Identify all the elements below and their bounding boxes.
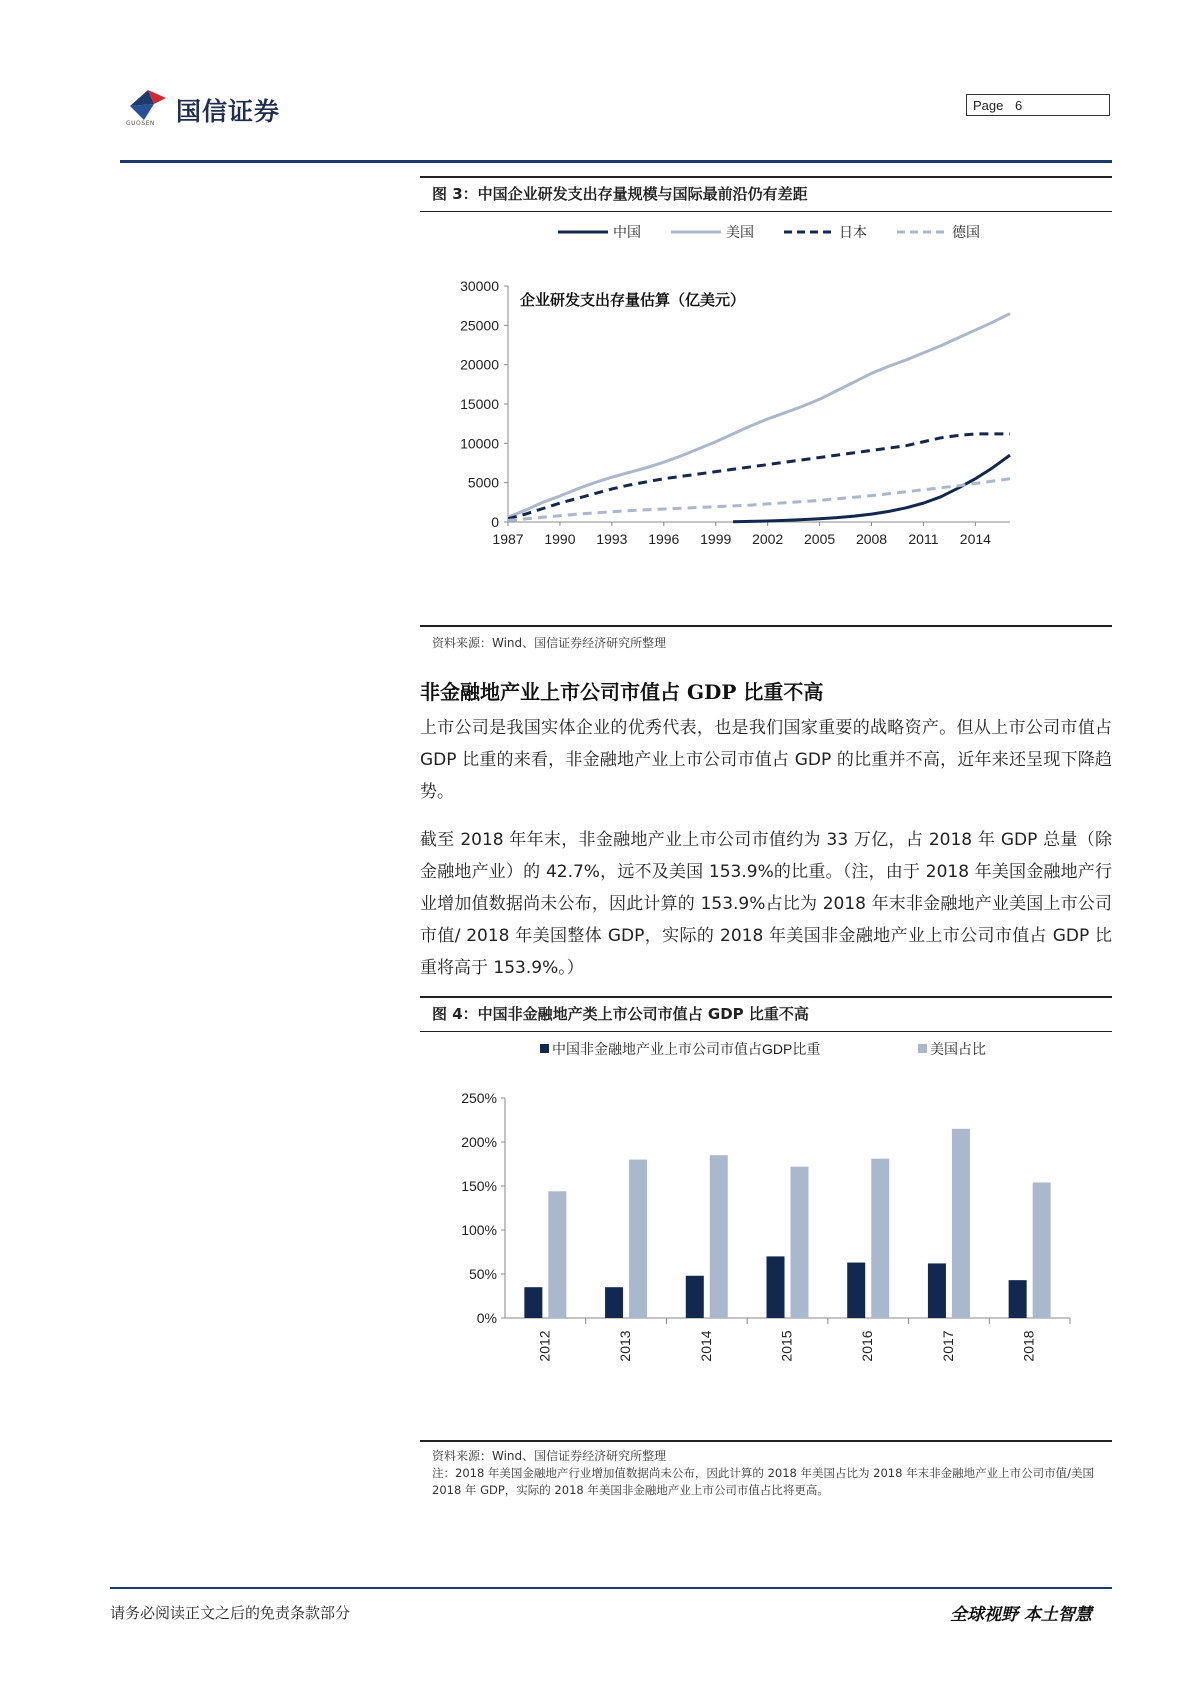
legend-label: 中国 bbox=[613, 224, 641, 240]
figure3-title: 图 3：中国企业研发支出存量规模与国际最前沿仍有差距 bbox=[420, 176, 1112, 212]
bar-china-2013 bbox=[605, 1287, 623, 1318]
chart1-x-tick-label: 1987 bbox=[492, 531, 524, 547]
chart2-y-tick-label: 150% bbox=[461, 1178, 497, 1194]
chart1-y-tick-label: 15000 bbox=[460, 396, 499, 412]
paragraph-2: 截至 2018 年年末，非金融地产业上市公司市值约为 33 万亿，占 2018 年 GDP 总量（除金融地产业）的 42.7%，远不及美国 153.9%的比重。（注，由于 2018 年美国金融地产行业增加值数据尚未公布，因此计算的 153.9%占比为 2018 年末非金融地产业美国上市公司市值/ 2018 年美国整体 GDP，实际的 2018 年美国非金融地产业上市公司市值占 GDP 比重将高于 153.9%。） bbox=[420, 830, 1112, 978]
bar-china-2015 bbox=[767, 1256, 785, 1318]
series-line-1 bbox=[508, 314, 1010, 518]
legend-item-1 bbox=[918, 1041, 986, 1057]
legend-label: 德国 bbox=[952, 224, 980, 240]
bar-us-2014 bbox=[710, 1155, 728, 1318]
figure4-bottom-rule bbox=[420, 1440, 1112, 1442]
chart2-y-tick-label: 100% bbox=[461, 1222, 497, 1238]
footer-rule bbox=[110, 1587, 1112, 1589]
chart2-legend bbox=[540, 1041, 986, 1057]
bar-us-2012 bbox=[548, 1191, 566, 1318]
bar-china-2016 bbox=[847, 1263, 865, 1318]
header-rule bbox=[120, 160, 1112, 163]
chart2-x-tick-label: 2014 bbox=[697, 1330, 714, 1362]
chart1-y-tick-label: 10000 bbox=[460, 435, 499, 452]
guosen-logo-mark bbox=[126, 88, 170, 122]
brand-sub: GUOSEN bbox=[126, 120, 155, 127]
page-label: Page bbox=[973, 98, 1004, 113]
legend-swatch bbox=[918, 1044, 927, 1053]
bar-us-2013 bbox=[629, 1160, 647, 1318]
figure4-source: 资料来源：Wind、国信证券经济研究所整理 bbox=[432, 1449, 667, 1463]
figure4-note: 注：2018 年美国金融地产行业增加值数据尚未公布，因此计算的 2018 年美国占比为 2018 年末非金融地产业上市公司市值/美国 2018 年 GDP，实际的 2018 年美国非金融地产业上市公司市值占比将更高。 bbox=[432, 1466, 1094, 1497]
legend-item-0 bbox=[558, 224, 641, 240]
chart2-y-tick-label: 200% bbox=[461, 1134, 497, 1150]
chart1-x-tick-label: 2008 bbox=[855, 531, 888, 547]
legend-label: 日本 bbox=[839, 224, 867, 240]
bar-china-2017 bbox=[928, 1263, 946, 1318]
chart2-y-tick-label: 50% bbox=[468, 1266, 497, 1282]
chart1-x-tick-label: 1996 bbox=[648, 531, 680, 547]
chart1-title: 企业研发支出存量估算（亿美元） bbox=[520, 292, 746, 309]
bar-us-2018 bbox=[1033, 1182, 1051, 1318]
bar-china-2012 bbox=[524, 1287, 542, 1318]
legend-swatch bbox=[540, 1044, 549, 1053]
legend-item-1 bbox=[671, 224, 754, 240]
chart1-x-tick-label: 1993 bbox=[596, 531, 628, 547]
chart1-y-tick-label: 30000 bbox=[460, 278, 499, 294]
chart1-x-tick-label: 1999 bbox=[700, 531, 732, 547]
figure4-title: 图 4：中国非金融地产类上市公司市值占 GDP 比重不高 bbox=[420, 996, 1112, 1032]
chart1-y-tick-label: 25000 bbox=[460, 317, 499, 334]
figure3-source: 资料来源：Wind、国信证券经济研究所整理 bbox=[432, 636, 667, 650]
chart1-legend bbox=[558, 224, 980, 240]
chart1-x-tick-label: 2014 bbox=[959, 531, 991, 547]
bar-china-2018 bbox=[1009, 1280, 1027, 1318]
legend-label: 中国非金融地产业上市公司市值占GDP比重 bbox=[552, 1041, 821, 1057]
chart1-x-tick-label: 2005 bbox=[804, 531, 836, 547]
legend-label: 美国占比 bbox=[930, 1041, 986, 1057]
footer-slogan: 全球视野 本土智慧 bbox=[950, 1605, 1092, 1625]
chart2-x-tick-label: 2012 bbox=[536, 1330, 553, 1362]
chart1-x-tick-label: 1990 bbox=[544, 531, 576, 547]
series-line-2 bbox=[508, 434, 1010, 519]
legend-label: 美国 bbox=[726, 224, 754, 240]
paragraph-1: 上市公司是我国实体企业的优秀代表，也是我们国家重要的战略资产。但从上市公司市值占 GDP 比重的来看，非金融地产业上市公司市值占 GDP 的比重并不高，近年来还呈现下降趋势。 bbox=[420, 718, 1112, 802]
bar-us-2017 bbox=[952, 1129, 970, 1318]
chart2-x-tick-label: 2017 bbox=[939, 1330, 956, 1362]
page-number: 6 bbox=[1015, 98, 1023, 113]
bar-us-2015 bbox=[791, 1167, 809, 1318]
chart2-x-tick-label: 2016 bbox=[859, 1330, 876, 1362]
brand-name: 国信证券 bbox=[176, 97, 281, 126]
section-heading: 非金融地产业上市公司市值占 GDP 比重不高 bbox=[420, 680, 824, 704]
chart1-y-tick-label: 5000 bbox=[467, 474, 499, 491]
figure3-bottom-rule bbox=[420, 625, 1112, 627]
chart2-x-tick-label: 2013 bbox=[617, 1330, 634, 1362]
footer-disclaimer: 请务必阅读正文之后的免责条款部分 bbox=[110, 1604, 351, 1622]
page-indicator bbox=[966, 94, 1110, 116]
legend-item-2 bbox=[784, 224, 867, 240]
chart1-x-tick-label: 2011 bbox=[908, 531, 939, 547]
legend-item-0 bbox=[540, 1041, 820, 1057]
figure4-bar-chart bbox=[420, 1040, 1112, 1438]
chart1-y-tick-label: 0 bbox=[491, 514, 499, 530]
figure3-line-chart bbox=[420, 220, 1112, 625]
chart1-y-tick-label: 20000 bbox=[460, 356, 499, 373]
chart1-x-tick-label: 2002 bbox=[752, 531, 784, 547]
chart2-x-tick-label: 2015 bbox=[778, 1330, 795, 1362]
chart2-x-tick-label: 2018 bbox=[1020, 1330, 1037, 1362]
bar-us-2016 bbox=[871, 1159, 889, 1318]
chart2-y-tick-label: 0% bbox=[476, 1310, 497, 1326]
bar-china-2014 bbox=[686, 1276, 704, 1318]
chart2-y-tick-label: 250% bbox=[461, 1090, 497, 1106]
legend-item-3 bbox=[897, 224, 980, 240]
